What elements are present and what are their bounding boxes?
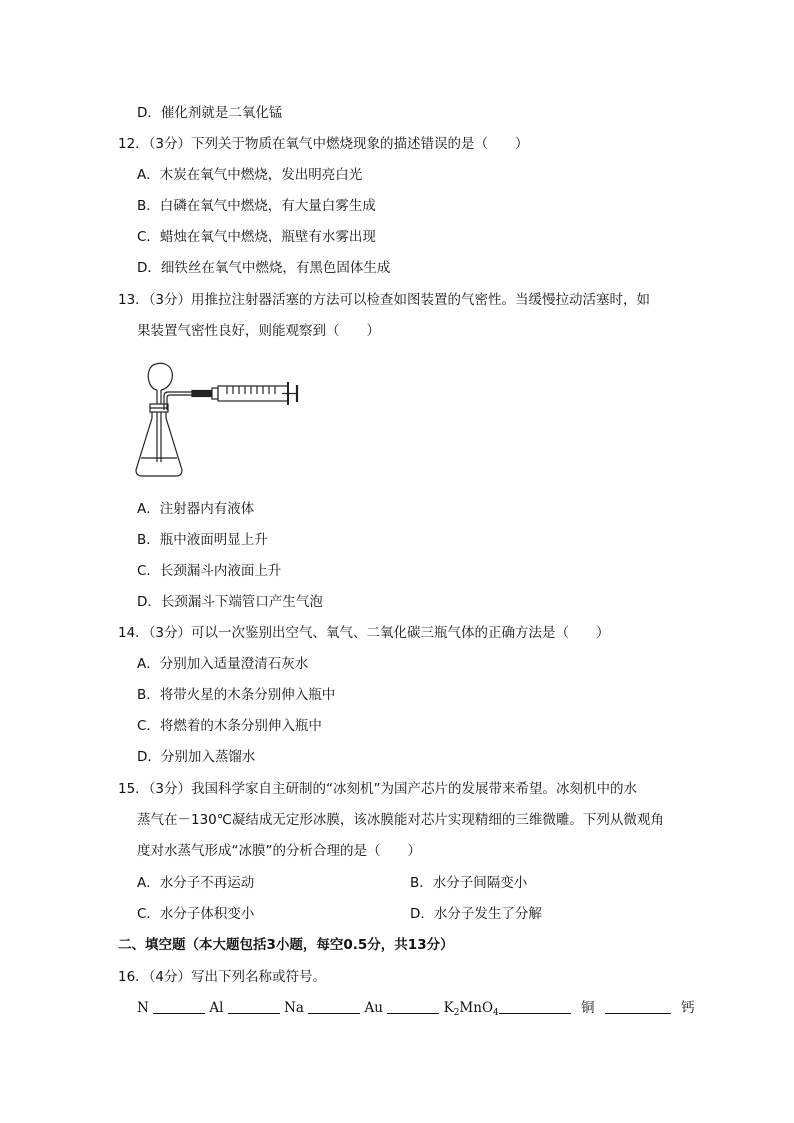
q14-option-b: B．将带火星的木条分别伸入瓶中 xyxy=(137,687,336,703)
q12-stem: 12．（3分）下列关于物质在氧气中燃烧现象的描述错误的是（ ） xyxy=(118,136,529,152)
formula-k2mno4: $K_2MnO_4$ xyxy=(443,1000,499,1018)
answer-blank[interactable] xyxy=(605,999,671,1014)
q12-option-a: A．木炭在氧气中燃烧，发出明亮白光 xyxy=(137,167,363,183)
symbol-al: Al xyxy=(209,1000,224,1016)
q13-stem-line1: 13．（3分）用推拉注射器活塞的方法可以检查如图装置的气密性。当缓慢拉动活塞时，如 xyxy=(118,292,651,308)
q13-option-c: C．长颈漏斗内液面上升 xyxy=(137,563,282,579)
q11-option-d: D．催化剂就是二氧化锰 xyxy=(137,105,283,121)
answer-blank[interactable] xyxy=(387,999,439,1014)
q15-option-c: C．水分子体积变小 xyxy=(137,906,255,922)
q13-option-d: D．长颈漏斗下端管口产生气泡 xyxy=(137,594,323,610)
symbol-au: Au xyxy=(364,1000,383,1016)
answer-blank[interactable] xyxy=(153,999,205,1014)
answer-blank[interactable] xyxy=(228,999,280,1014)
name-calcium: 钙 xyxy=(681,1000,695,1016)
q15-option-b: B．水分子间隔变小 xyxy=(410,875,528,891)
airtightness-apparatus-diagram xyxy=(132,352,302,482)
q15-option-a: A．水分子不再运动 xyxy=(137,875,255,891)
q14-option-c: C．将燃着的木条分别伸入瓶中 xyxy=(137,718,322,734)
q15-stem-line3: 度对水蒸气形成“冰膜”的分析合理的是（ ） xyxy=(137,843,421,859)
q15-option-d: D．水分子发生了分解 xyxy=(410,906,542,922)
name-copper: 铜 xyxy=(581,1000,595,1016)
symbol-n: N xyxy=(137,1000,149,1016)
q15-stem-line2: 蒸气在－130℃凝结成无定形冰膜，该冰膜能对芯片实现精细的三维微雕。下列从微观角 xyxy=(137,812,664,828)
symbol-na: Na xyxy=(284,1000,304,1016)
q12-option-b: B．白磷在氧气中燃烧，有大量白雾生成 xyxy=(137,198,376,214)
q15-stem-line1: 15．（3分）我国科学家自主研制的“冰刻机”为国产芯片的发展带来希望。冰刻机中的水 xyxy=(118,781,638,797)
q14-option-a: A．分别加入适量澄清石灰水 xyxy=(137,656,309,672)
section-heading: 二、填空题（本大题包括3小题，每空0.5分，共13分） xyxy=(118,937,454,953)
q16-stem: 16．（4分）写出下列名称或符号。 xyxy=(118,969,327,985)
q14-option-d: D．分别加入蒸馏水 xyxy=(137,749,256,765)
q13-option-b: B．瓶中液面明显上升 xyxy=(137,532,268,548)
q12-option-c: C．蜡烛在氧气中燃烧，瓶壁有水雾出现 xyxy=(137,229,376,245)
answer-blank[interactable] xyxy=(499,999,571,1014)
q16-fill-row xyxy=(137,998,695,1023)
q13-stem-line2: 果装置气密性良好，则能观察到（ ） xyxy=(137,323,380,339)
answer-blank[interactable] xyxy=(308,999,360,1014)
q13-option-a: A．注射器内有液体 xyxy=(137,501,255,517)
q12-option-d: D．细铁丝在氧气中燃烧，有黑色固体生成 xyxy=(137,260,391,276)
q14-stem: 14．（3分）可以一次鉴别出空气、氧气、二氧化碳三瓶气体的正确方法是（ ） xyxy=(118,625,610,641)
